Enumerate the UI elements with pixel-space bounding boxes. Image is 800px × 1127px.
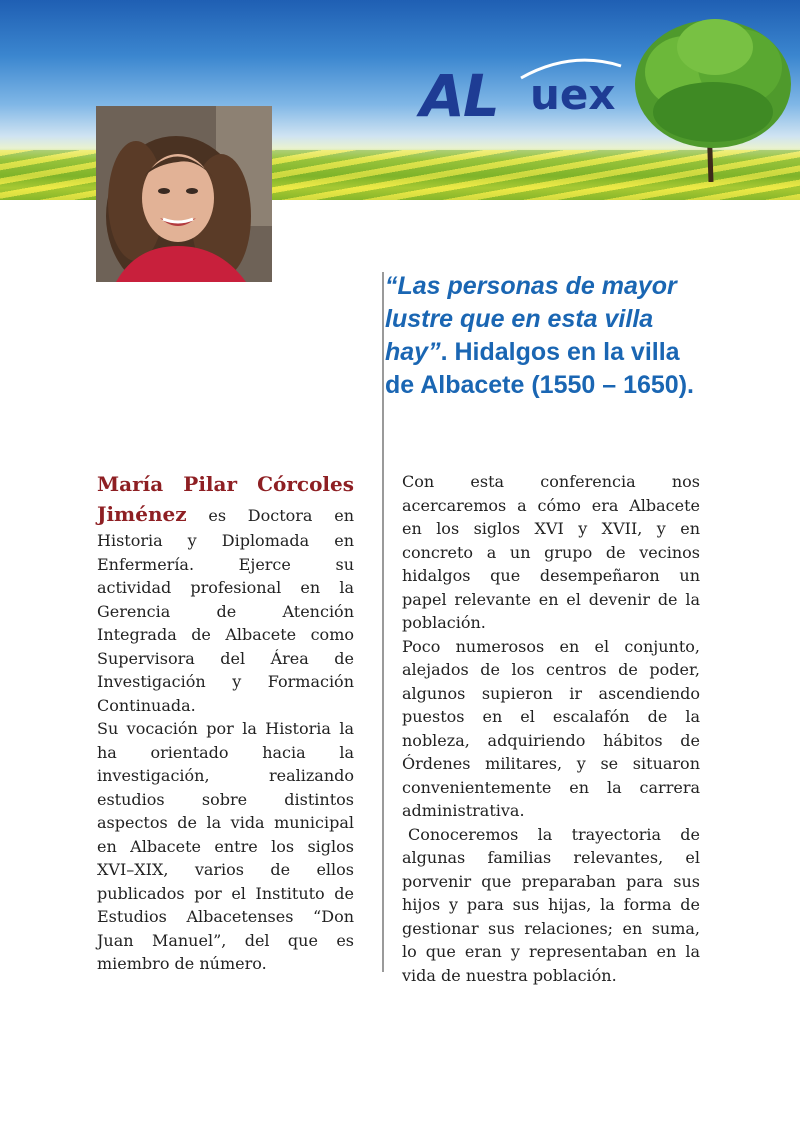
title-quote: “Las personas de mayor lustre que en esta villa hay”	[385, 272, 677, 366]
title-rest: . Hidalgos en la villa de Albacete (1550 – 1650).	[385, 338, 694, 399]
logo-al-text: AL	[420, 62, 498, 130]
abstract-paragraph-1: Con esta conferencia nos acercaremos a cómo era Albacete en los siglos XVI y XVII, y en concreto a un grupo de vecinos hidalgos que desempeñaron un papel relevante en el devenir de la población.	[402, 472, 700, 632]
author-photo	[96, 106, 272, 282]
bio-text-2: Su vocación por la Historia la ha orientado hacia la investigación, realizando estudios sobre distintos aspectos de la vida municipal en Albacete entre los siglos XVI–XIX, varios de ellos publicados por el Instituto de Estudios Albacetenses “Don Juan Manuel”, del que es miembro de número.	[97, 719, 354, 973]
bio-paragraph	[97, 469, 354, 717]
portrait-photo-icon	[96, 106, 272, 282]
abstract-paragraph-2: Poco numerosos en el conjunto, alejados de los centros de poder, algunos supieron ir ascendiendo puestos en el escalafón de la nobleza, adquiriendo hábitos de Órdenes militares, y se situaron convenientemente en la carrera administrativa.	[402, 636, 700, 820]
abstract-paragraph-3: Conoceremos la trayectoria de algunas familias relevantes, el porvenir que preparaban para sus hijos y para sus hijas, la forma de gestionar sus relaciones; en suma, lo que eran y representaban en la vida de nuestra población.	[402, 824, 700, 985]
bio-text-1: es Doctora en Historia y Diplomada en Enfermería. Ejerce su actividad profesional en la Gerencia de Atención Integrada de Albacete como Supervisora del Área de Investigación y Formación Continuada.	[97, 506, 354, 715]
conference-abstract	[402, 470, 700, 987]
author-bio	[97, 469, 354, 976]
conference-title	[385, 270, 705, 402]
column-divider	[382, 272, 384, 972]
logo-uex-text: uex	[530, 70, 616, 119]
author-name: María Pilar Córcoles Jiménez	[97, 472, 354, 526]
tree-icon	[625, 12, 800, 182]
